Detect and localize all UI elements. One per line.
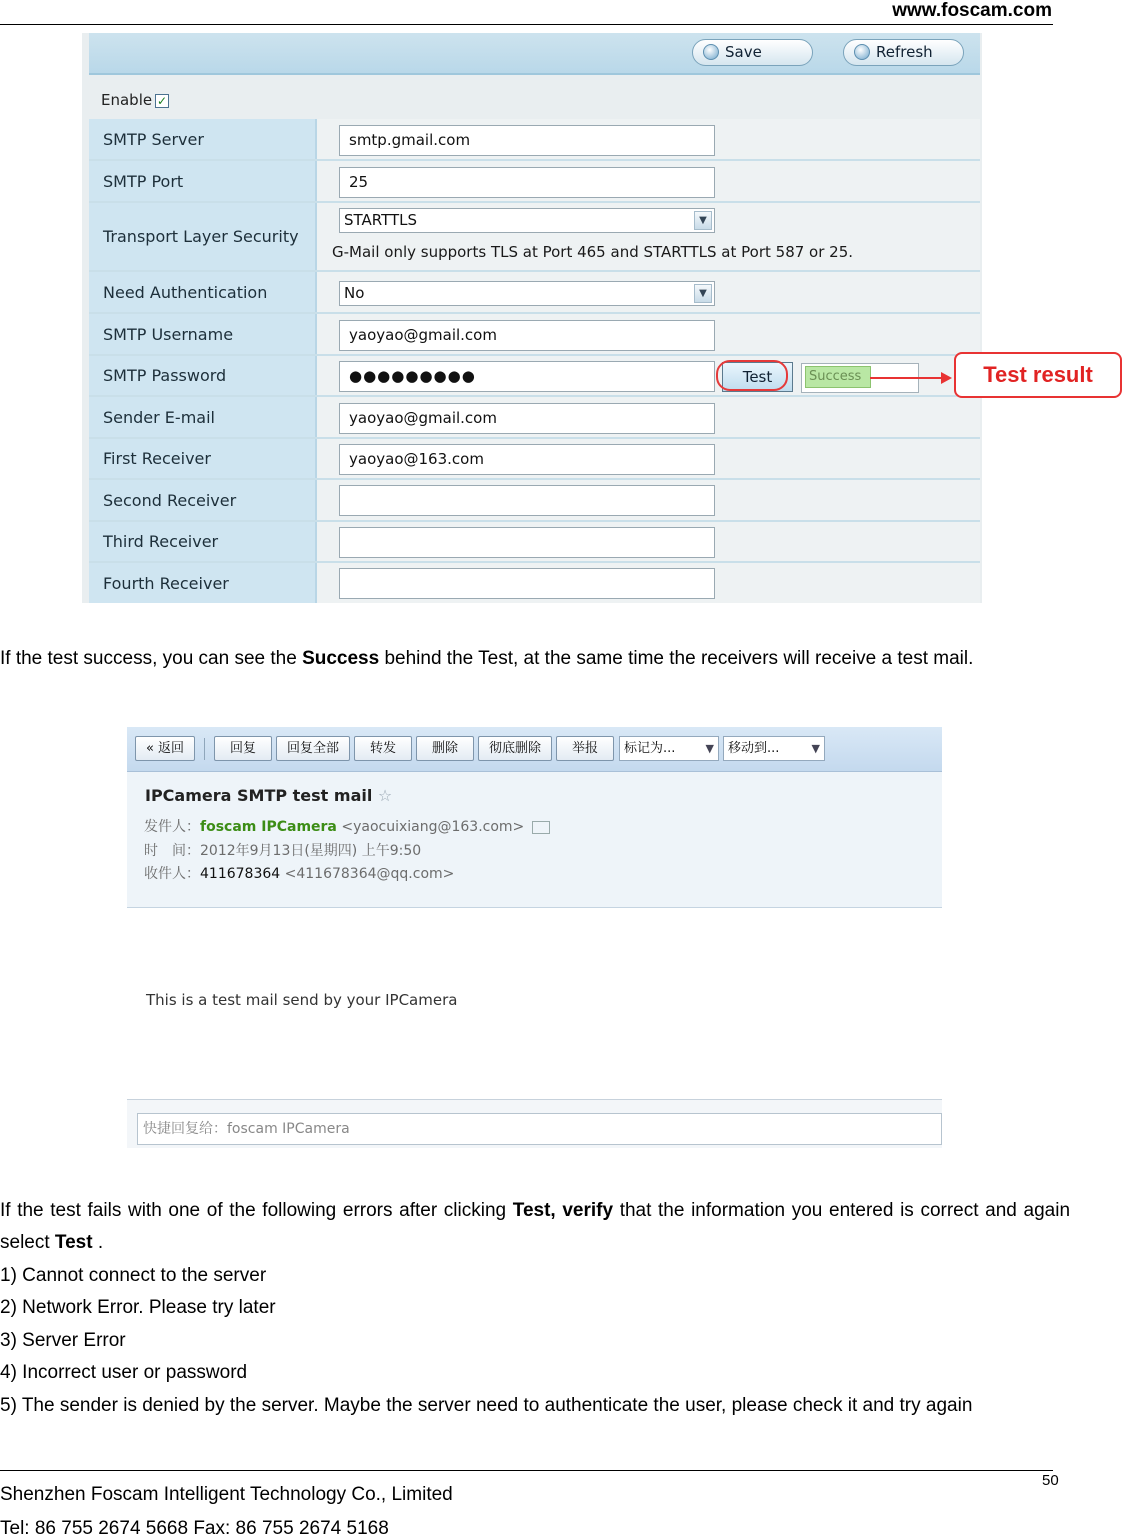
report-button[interactable]: 举报 (556, 736, 614, 761)
arrow-right-icon (941, 372, 952, 384)
success-badge: Success (805, 366, 871, 388)
panel-toolbar (89, 33, 980, 75)
delete-permanently-button[interactable]: 彻底删除 (478, 736, 552, 761)
mail-time (144, 840, 421, 860)
row-smtp-password (89, 356, 980, 397)
smtp-port-input[interactable]: 25 (339, 167, 715, 198)
error-item: 1) Cannot connect to the server (0, 1265, 267, 1286)
row-fourth-receiver (89, 563, 980, 603)
p1-text-a: If the test success, you can see the (0, 648, 303, 669)
reply-all-button[interactable]: 回复全部 (276, 736, 350, 761)
sender-email-input[interactable]: yaoyao@gmail.com (339, 403, 715, 434)
quick-reply-bar (127, 1099, 942, 1148)
chevron-down-icon: ▼ (705, 742, 714, 755)
footer-company: Shenzhen Foscam Intelligent Technology Co., Limited (0, 1484, 453, 1505)
enable-label: Enable (101, 91, 153, 109)
back-button[interactable]: « 返回 (135, 736, 195, 761)
mail-screenshot (127, 727, 942, 1147)
from-address: <yaocuixiang@163.com> (341, 819, 525, 835)
refresh-button[interactable] (843, 39, 964, 66)
test-result-callout: Test result (954, 352, 1122, 398)
second-receiver-input[interactable] (339, 485, 715, 516)
fourth-receiver-label: Fourth Receiver (89, 563, 317, 603)
subject-text: IPCamera SMTP test mail (145, 786, 373, 805)
need-auth-select[interactable] (339, 281, 715, 306)
header-rule (0, 24, 1053, 25)
success-highlight-ring (716, 360, 788, 391)
time-value: 2012年9月13日(星期四) 上午9:50 (200, 843, 422, 859)
forward-button[interactable]: 转发 (354, 736, 412, 761)
enable-checkbox[interactable]: ✓ (156, 94, 168, 108)
mail-body: This is a test mail send by your IPCamera (146, 991, 458, 1009)
mark-as-dropdown[interactable] (619, 736, 719, 761)
quick-reply-input[interactable]: 快捷回复给：foscam IPCamera (137, 1113, 942, 1145)
to-label: 收件人： (144, 866, 200, 882)
row-third-receiver (89, 522, 980, 563)
error-item: 4) Incorrect user or password (0, 1362, 248, 1383)
mail-header (127, 772, 942, 908)
move-to-dropdown[interactable] (723, 736, 825, 761)
page-number: 50 (1042, 1472, 1059, 1489)
save-label: Save (725, 43, 762, 61)
mail-to (144, 863, 454, 883)
mail-subject (145, 786, 392, 805)
refresh-label: Refresh (876, 43, 933, 61)
from-name[interactable]: foscam IPCamera (200, 819, 337, 835)
row-sender-email (89, 397, 980, 439)
tls-value: STARTTLS (344, 211, 418, 229)
footer-rule (0, 1470, 1053, 1471)
smtp-password-input[interactable]: ●●●●●●●●● (339, 361, 715, 392)
save-button[interactable] (692, 39, 813, 66)
row-smtp-server (89, 119, 980, 161)
test-button[interactable]: Test (722, 362, 793, 392)
p2-bold-test: Test (54, 1232, 93, 1253)
p1-bold-success: Success (302, 648, 380, 669)
footer-contact: Tel: 86 755 2674 5668 Fax: 86 755 2674 5168 (0, 1518, 389, 1539)
second-receiver-label: Second Receiver (89, 480, 317, 520)
chevron-down-icon[interactable]: ▼ (694, 284, 712, 303)
error-item: 5) The sender is denied by the server. Maybe the server need to authenticate the user, please check it and try again (0, 1395, 973, 1416)
row-smtp-username (89, 314, 980, 356)
annotation-arrow-line (870, 377, 948, 379)
time-label: 时 间： (144, 843, 200, 859)
move-to-label: 移动到... (728, 741, 780, 756)
site-url[interactable]: www.foscam.com (892, 0, 1052, 21)
row-second-receiver (89, 480, 980, 522)
smtp-server-input[interactable]: smtp.gmail.com (339, 125, 715, 156)
smtp-port-label: SMTP Port (89, 161, 317, 201)
row-need-auth (89, 272, 980, 314)
to-name[interactable]: 411678364 (200, 866, 281, 882)
p1-text-c: behind the Test, at the same time the receivers will receive a test mail. (379, 648, 974, 669)
smtp-settings-panel (82, 33, 982, 603)
error-item: 2) Network Error. Please try later (0, 1297, 276, 1318)
first-receiver-input[interactable]: yaoyao@163.com (339, 444, 715, 475)
to-address: <411678364@qq.com> (284, 866, 455, 882)
p2-bold-test-verify: Test, verify (512, 1200, 614, 1221)
paragraph-failure (0, 1195, 1070, 1259)
reply-button[interactable]: 回复 (214, 736, 272, 761)
mail-toolbar (127, 727, 942, 772)
row-smtp-port (89, 161, 980, 203)
need-auth-value: No (344, 284, 365, 302)
from-label: 发件人： (144, 819, 200, 835)
sender-email-label: Sender E-mail (89, 397, 317, 437)
smtp-username-input[interactable]: yaoyao@gmail.com (339, 320, 715, 351)
refresh-icon (854, 44, 870, 60)
toolbar-divider (204, 738, 205, 760)
error-item: 3) Server Error (0, 1330, 126, 1351)
contact-card-icon[interactable] (532, 821, 550, 834)
star-icon[interactable]: ☆ (377, 786, 393, 805)
third-receiver-input[interactable] (339, 527, 715, 558)
paragraph-success (0, 643, 1070, 675)
fourth-receiver-input[interactable] (339, 568, 715, 599)
mail-from (144, 816, 550, 836)
smtp-password-label: SMTP Password (89, 356, 317, 395)
p2-text-a: If the test fails with one of the following errors after clicking (0, 1200, 513, 1221)
row-first-receiver (89, 439, 980, 480)
save-icon (703, 44, 719, 60)
tls-select[interactable] (339, 208, 715, 233)
need-auth-label: Need Authentication (89, 272, 317, 312)
smtp-server-label: SMTP Server (89, 119, 317, 159)
first-receiver-label: First Receiver (89, 439, 317, 478)
third-receiver-label: Third Receiver (89, 522, 317, 561)
mark-as-label: 标记为... (624, 741, 676, 756)
tls-label: Transport Layer Security (89, 203, 317, 270)
delete-button[interactable]: 删除 (416, 736, 474, 761)
row-tls (89, 203, 980, 272)
tls-hint: G-Mail only supports TLS at Port 465 and STARTTLS at Port 587 or 25. (332, 243, 854, 261)
p2-text-c: that the information you entered is correct and again select (0, 1200, 1071, 1253)
chevron-down-icon: ▼ (811, 742, 820, 755)
smtp-username-label: SMTP Username (89, 314, 317, 354)
p2-text-e: . (92, 1232, 104, 1253)
chevron-down-icon[interactable]: ▼ (694, 211, 712, 230)
